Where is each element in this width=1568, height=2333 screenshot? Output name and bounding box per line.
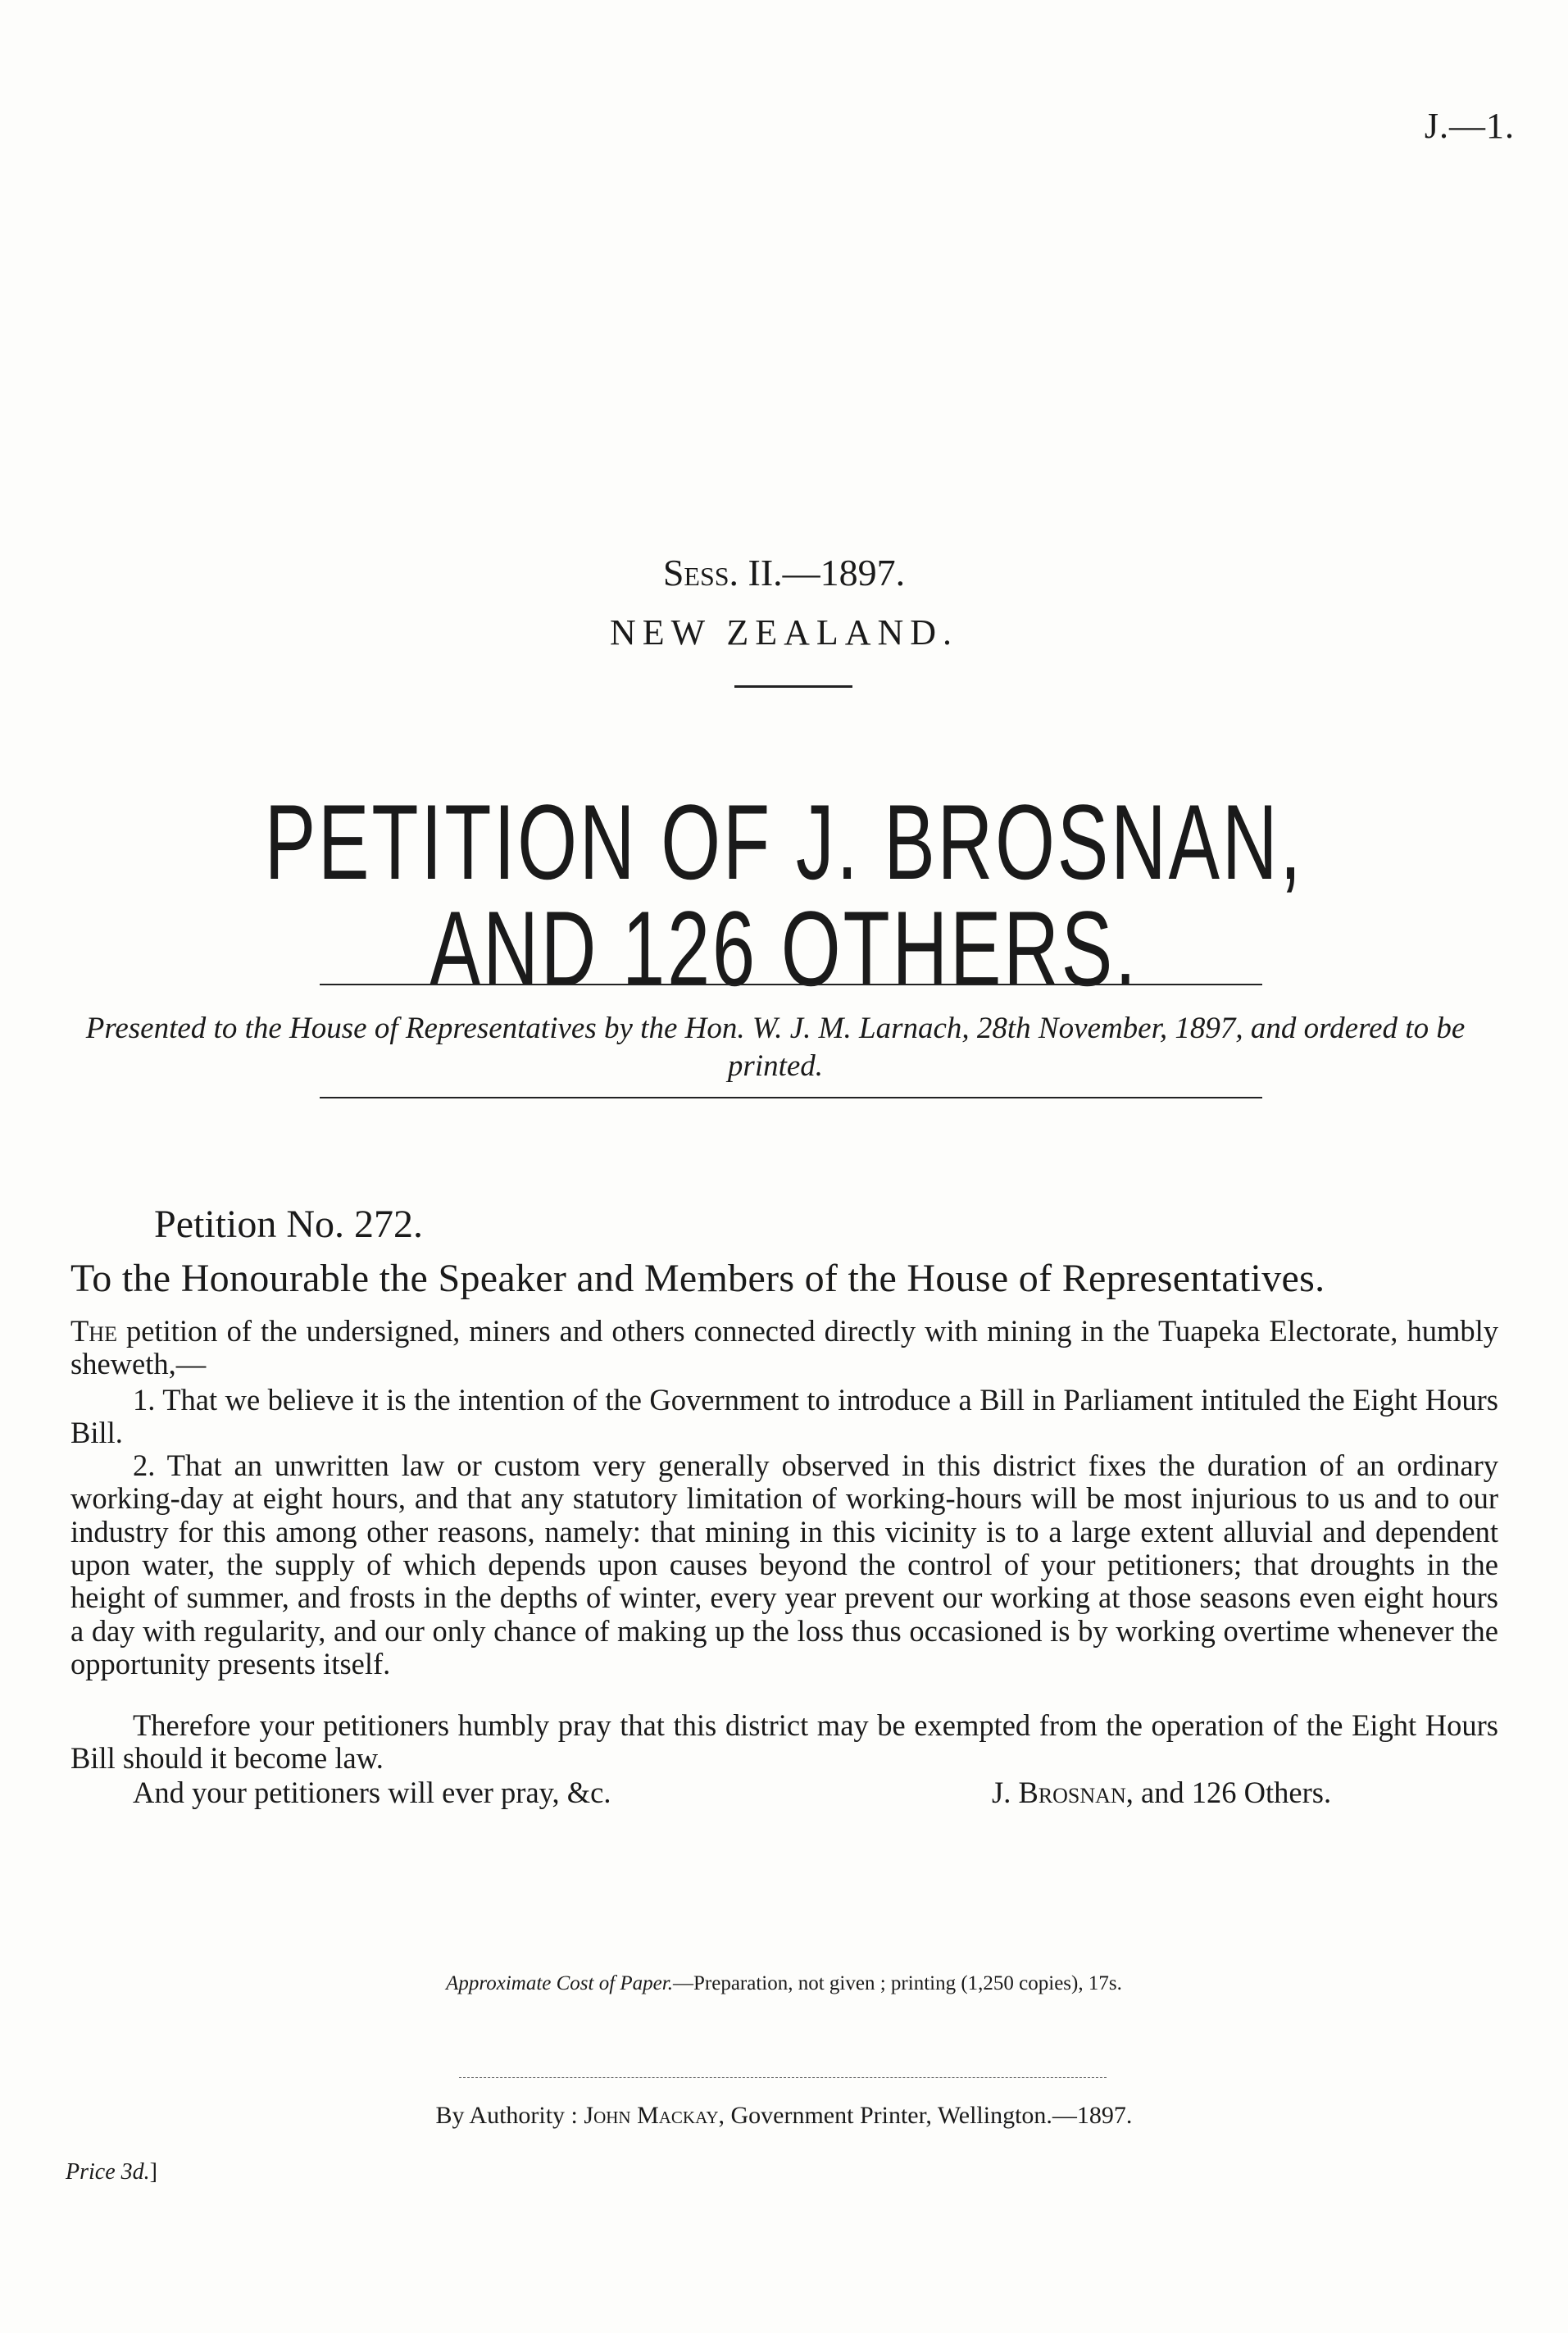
session-line	[0, 551, 1568, 594]
price-note	[66, 2159, 157, 2185]
signature-initial: J.	[992, 1776, 1019, 1809]
presentation-note: Presented to the House of Representatives by the Hon. W. J. M. Larnach, 28th November, 1897, and ordered to be printed.	[85, 1012, 1466, 1084]
petition-signature	[992, 1775, 1331, 1810]
petition-closing: And your petitioners will ever pray, &c.	[133, 1776, 611, 1809]
petition-prayer: Therefore your petitioners humbly pray that this district may be exempted from the operation of the Eight Hours Bill should it become law.	[70, 1708, 1498, 1776]
petition-number: Petition No. 272.	[154, 1203, 424, 1246]
intro-lead-word: The	[70, 1314, 117, 1348]
printer-name: John Mackay	[584, 2102, 719, 2129]
authority-rest: , Government Printer, Wellington.—1897.	[718, 2102, 1133, 2129]
document-title: PETITION OF J. BROSNAN, AND 126 OTHERS.	[264, 782, 1304, 1008]
divider-rule	[459, 2077, 1107, 2078]
printer-authority	[0, 2102, 1568, 2130]
authority-prefix: By Authority :	[435, 2102, 584, 2129]
session-label: Sess.	[662, 552, 739, 593]
price-label: Price 3d.	[66, 2159, 150, 2185]
divider-rule	[734, 685, 852, 688]
petition-intro	[70, 1315, 1498, 1381]
intro-text: petition of the undersigned, miners and others connected directly with mining in the Tuapeka Electorate, humbly sheweth,—	[70, 1314, 1498, 1381]
cost-text: —Preparation, not given ; printing (1,250 copies), 17s.	[673, 1972, 1122, 1994]
signature-rest: , and 126 Others.	[1125, 1776, 1332, 1809]
page-reference: J.—1.	[1424, 106, 1515, 146]
session-value: II.—1897.	[748, 552, 906, 593]
signature-name: Brosnan	[1018, 1776, 1126, 1809]
divider-rule	[320, 984, 1262, 985]
divider-rule	[320, 1097, 1262, 1098]
price-bracket: ]	[149, 2159, 157, 2185]
country-heading: NEW ZEALAND.	[609, 612, 959, 653]
petition-point-1: 1. That we believe it is the intention of the Government to introduce a Bill in Parliament intituled the Eight Hours Bill.	[70, 1383, 1498, 1450]
cost-label: Approximate Cost of Paper.	[446, 1972, 673, 1994]
cost-note	[0, 1972, 1568, 1995]
petition-addressee: To the Honourable the Speaker and Members of the House of Representatives.	[70, 1257, 1325, 1300]
petition-point-2: 2. That an unwritten law or custom very generally observed in this district fixes the duration of an ordinary working-day at eight hours, and that any statutory limitation of working-hours will be most injurious to us and to our industry for this among other reasons, namely: that mining in this vicinity is to a large extent alluvial and dependent upon water, the supply of which depends upon causes beyond the control of your petitioners; that droughts in the height of summer, and frosts in the depths of winter, every year prevent our working at those seasons even eight hours a day with regularity, and our only chance of making up the loss thus occasioned is by working overtime whenever the opportunity presents itself.	[70, 1448, 1498, 1680]
